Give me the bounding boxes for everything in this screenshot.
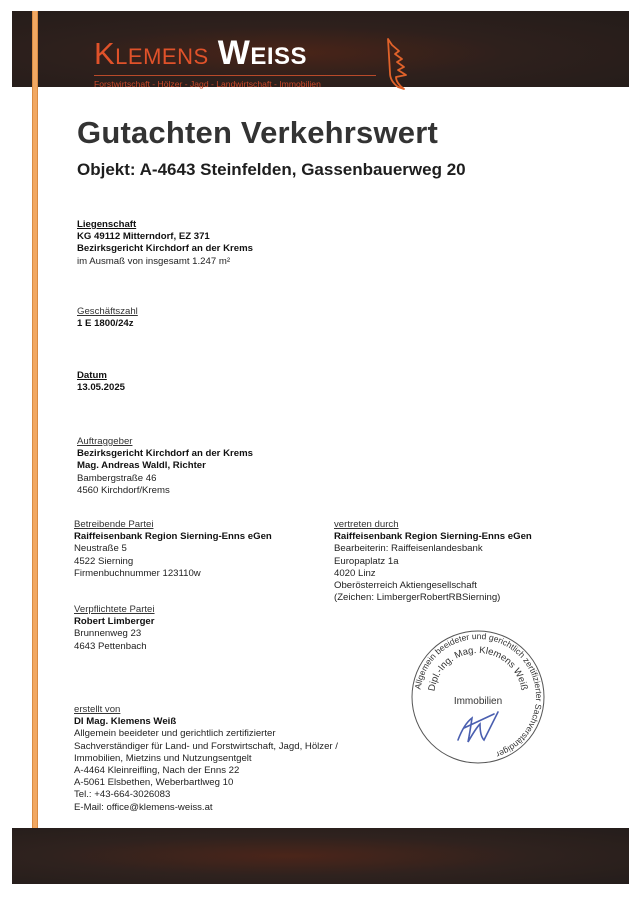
footer-banner (12, 828, 629, 884)
logo-divider (94, 75, 376, 76)
stamp-outer-text: Allgemein beeideter und gerichtlich zertifizierter Sachverständiger (412, 630, 545, 760)
representative-agent: Bearbeiterin: Raiffeisenlandesbank (334, 543, 483, 555)
client-street: Bambergstraße 46 (77, 472, 157, 484)
section-verpflichtete-partei (74, 604, 155, 653)
side-accent-stripe (32, 11, 38, 884)
author-address-2: A-5061 Elsbethen, Weberbartlweg 10 (74, 777, 234, 789)
area-info: im Ausmaß von insgesamt 1.247 m² (77, 255, 231, 267)
section-vertreten-durch (334, 519, 532, 604)
section-label: Verpflichtete Partei (74, 604, 155, 615)
company-logo (94, 33, 376, 91)
representative-name: Raiffeisenbank Region Sierning-Enns eGen (334, 531, 532, 543)
section-label: Geschäftszahl (77, 306, 138, 317)
case-number: 1 E 1800/24z (77, 318, 134, 330)
stamp-inner-text: Dipl.-Ing. Mag. Klemens Weiß (426, 644, 530, 693)
stamp-center-text: Immobilien (453, 696, 503, 707)
section-label: erstellt von (74, 704, 121, 715)
section-geschaeftszahl (77, 306, 138, 330)
party-register: Firmenbuchnummer 123110w (74, 567, 201, 579)
section-label: vertreten durch (334, 519, 399, 530)
obligor-city: 4643 Pettenbach (74, 640, 147, 652)
section-erstellt-von (74, 704, 338, 814)
party-name: Raiffeisenbank Region Sierning-Enns eGen (74, 531, 272, 543)
representative-street: Europaplatz 1a (334, 555, 399, 567)
obligor-street: Brunnenweg 23 (74, 628, 142, 640)
section-datum (77, 370, 125, 394)
official-stamp (398, 628, 558, 766)
representative-reference: (Zeichen: LimbergerRobertRBSierning) (334, 592, 501, 604)
section-label: Datum (77, 370, 107, 381)
logo-last-name: Weiss (217, 34, 308, 72)
section-liegenschaft (77, 219, 253, 268)
section-auftraggeber (77, 436, 253, 497)
representative-city: 4020 Linz (334, 567, 376, 579)
logo-wordmark (94, 33, 376, 74)
logo-first-name: Klemens (94, 36, 209, 71)
author-email: E-Mail: office@klemens-weiss.at (74, 801, 213, 813)
section-label: Liegenschaft (77, 219, 137, 230)
document-subtitle: Objekt: A-4643 Steinfelden, Gassenbauerweg 20 (77, 160, 466, 179)
section-label: Auftraggeber (77, 436, 133, 447)
cadastral-info: KG 49112 Mitterndorf, EZ 371 (77, 231, 210, 243)
document-title: Gutachten Verkehrswert (77, 115, 439, 150)
party-street: Neustraße 5 (74, 543, 127, 555)
fir-tree-icon (384, 37, 410, 91)
author-name: DI Mag. Klemens Weiß (74, 716, 177, 728)
author-credential-2: Sachverständiger für Land- und Forstwirtschaft, Jagd, Hölzer / (74, 740, 338, 752)
author-phone: Tel.: +43-664-3026083 (74, 789, 171, 801)
signature-icon (458, 712, 498, 742)
representative-company: Oberösterreich Aktiengesellschaft (334, 580, 477, 592)
party-city: 4522 Sierning (74, 555, 134, 567)
author-address-1: A-4464 Kleinreifling, Nach der Enns 22 (74, 765, 240, 777)
client-city: 4560 Kirchdorf/Krems (77, 484, 170, 496)
author-credential-1: Allgemein beeideter und gerichtlich zertifizierter (74, 728, 276, 740)
header-banner (12, 11, 629, 87)
obligor-name: Robert Limberger (74, 616, 155, 628)
client-judge: Mag. Andreas Waldl, Richter (77, 460, 206, 472)
section-label: Betreibende Partei (74, 519, 154, 530)
author-credential-3: Immobilien, Mietzins und Nutzungsentgelt (74, 752, 252, 764)
logo-tagline: Forstwirtschaft - Hölzer - Jagd - Landwirtschaft - Immobilien (94, 79, 321, 89)
court-name: Bezirksgericht Kirchdorf an der Krems (77, 243, 253, 255)
date-value: 13.05.2025 (77, 382, 126, 394)
client-court: Bezirksgericht Kirchdorf an der Krems (77, 448, 253, 460)
section-betreibende-partei (74, 519, 272, 580)
